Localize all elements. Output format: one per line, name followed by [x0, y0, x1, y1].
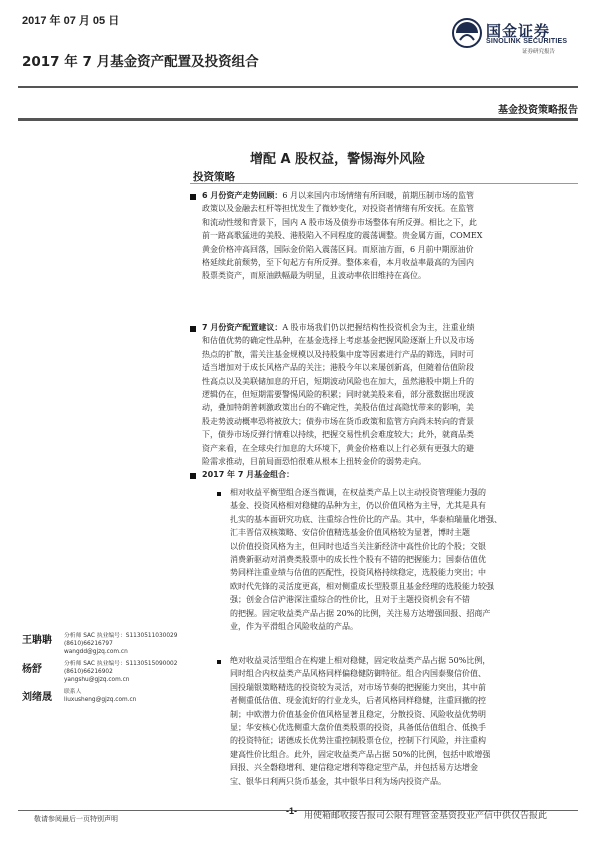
logo-en-text: SINOLINK SECURITIES	[486, 38, 568, 45]
logo-cn-text: 国金证券	[486, 22, 551, 40]
report-date: 2017 年 07 月 05 日	[22, 15, 120, 27]
bullet-square-icon	[190, 194, 196, 200]
analyst-name: 杨舒	[22, 664, 42, 675]
block-head-review: 6 月份资产走势回顾：	[202, 191, 283, 200]
brand-logo	[452, 16, 592, 58]
header-divider	[18, 86, 578, 88]
bullet-dot-icon	[217, 492, 221, 496]
report-title: 2017 年 7 月基金资产配置及投资组合	[22, 54, 259, 70]
paragraph-absolute-portfolio: 绝对收益灵活型组合在构建上相对稳健，固定收益类产品占据 50%比例， 同时组合内权益类产品风格同样偏稳健防御特征。组合内国泰聚信价值、 国投瑞银策略精选的投资较为灵活，对市场节奏的把握能力突出，其中前 者侧重低估值、现金流好的行业龙头，后者风格同样稳健，注重回撤的控 制；中欧潜力价值基金价值风格显著且稳定，分散投资、风险收益优势明 显；华安核心优选侧重大盘价值类股票的投资，具备低估值组合、低换手 的投资特征；诺德成长优势注重控制股票仓位，控制下行风险，并注重构 建高性价比组合。此外，固定收益类产品占据 50%的比例，包括中欧增强 回报、兴全磐稳增利、建信稳定增利等稳定型产品，并包括易方达增金 宝、银华日利两只货币基金，其中银华日利为场内投资产品。	[230, 656, 491, 786]
portfolio-heading: 2017 年 7 月基金组合：	[202, 470, 295, 479]
section-divider	[190, 183, 578, 184]
analyst-name: 刘绪晟	[22, 692, 52, 703]
analyst-contact: 分析师 SAC 执业编号：S1130511030029 (8610)66216797 wangdd@gjzq.com.cn	[64, 633, 178, 656]
headline: 增配 A 股权益，警惕海外风险	[250, 152, 426, 167]
block-head-allocation: 7 月份资产配置建议：	[202, 323, 283, 332]
paragraph-allocation: 7 月份资产配置建议：A 股市场我们仍以把握结构性投资机会为主，注重业绩 和估值优势的确定性品种，在基金选择上考虑基金把握风险逐渐上升以及市场 热点的扩散，需关注基金规模以及持股集中度等因素进行产品的筛选，同时可 适当增加对于成长风格产品的关注；港股今年以来屡创新高，但随着估值阶段 性高点以及美联储加息的开启，短期波动风险也在加大，虽然港股中期上升的 逻辑仍在，但短期需要警惕风险的积累；同时就美股来看，部分涨数据出现波 动，叠加特朗普刺激政策出台的不确定性，美股估值过高隐忧带来的影响，美 股走势波动概率恐将被放大；债券市场在货币政策和监管方向尚未转向的背景 下，债券市场反弹行情难以持续，把握交易性机会难度较大；此外，就商品类 资产来看，在全球央行加息的大环境下，黄金价格难以上行必须有更强大的避 险需求推动，目前局面恐怕很难从根本上扭转金价的弱势走向。	[202, 323, 475, 467]
analyst-name: 王聃聃	[22, 635, 52, 646]
section-title: 投资策略	[193, 171, 235, 183]
footer-distribution-note: 用使箱邮收接告报司公限有理管金基资投业产信中供仅告报此	[304, 811, 548, 821]
page-number: -1-	[286, 806, 297, 816]
bullet-square-icon	[190, 326, 196, 332]
report-type: 基金投资策略报告	[498, 105, 578, 116]
analyst-contact: 联系人 liuxusheng@gjzq.com.cn	[64, 689, 137, 704]
analyst-contact: 分析师 SAC 执业编号：S1130515090002 (8610)66216902 yangshu@gjzq.com.cn	[64, 661, 178, 684]
paragraph-balanced-portfolio: 相对收益平衡型组合逐当微调，在权益类产品上以主动投资管理能力强的 基金、投资风格相对稳健的品种为主，仍以价值风格为主导，尤其是具有 扎实的基本面研究功底、注重综合性价比的产品。其中，华泰柏瑞量化增强、 汇丰晋信双核策略、安信价值精选基金价值风格较为显著，博时主题 以价值投资风格为主，但同时也适当关注新经济中高性价比的个股；交银 消费新驱动对消费类股票中的成长性个股有不错的把握能力；国泰估值优 势同样注重业绩与估值的匹配性，投资风格持续稳定，选股能力突出；中 欧时代先锋的灵活度更高，相对侧重成长型股票且基金经理的选股能力较强 强；创金合信沪港深注重综合的性价比，且对于主题投资机会有不错 的把握。固定收益类产品占据 20%的比例，关注易方达增强回报、招商产 业，作为平滑组合风险收益的产品。	[230, 488, 502, 632]
bullet-square-icon	[190, 473, 196, 479]
paragraph-review: 6 月份资产走势回顾：6 月以来国内市场情绪有所回暖，前期压制市场的监管 政策以及金融去杠杆等担忧发生了微妙变化，对投资者情绪有所安抚。在监管 和流动性缓和背景下，国内 A 股市场及债券市场整体有所反弹。相比之下，此 前一路高歌猛进的美股、港股陷入不同程度的震荡调整。贵金属方面，COMEX 黄金价格冲高回落，国际金价陷入震荡区间。而原油方面，6 月前中期原油价 格延续此前颓势，至下旬起方有所反弹。整体来看，本月收益率最高的为国内 股票类资产，而原油跌幅最为明显，且波动率依旧维持在高位。	[202, 191, 483, 281]
header-divider-thick	[18, 118, 578, 121]
sinolink-logo-icon	[452, 18, 482, 48]
logo-subtitle: 证券研究报告	[522, 49, 556, 55]
footer-disclaimer: 敬请参阅最后一页特别声明	[34, 815, 118, 823]
bullet-dot-icon	[217, 660, 221, 664]
